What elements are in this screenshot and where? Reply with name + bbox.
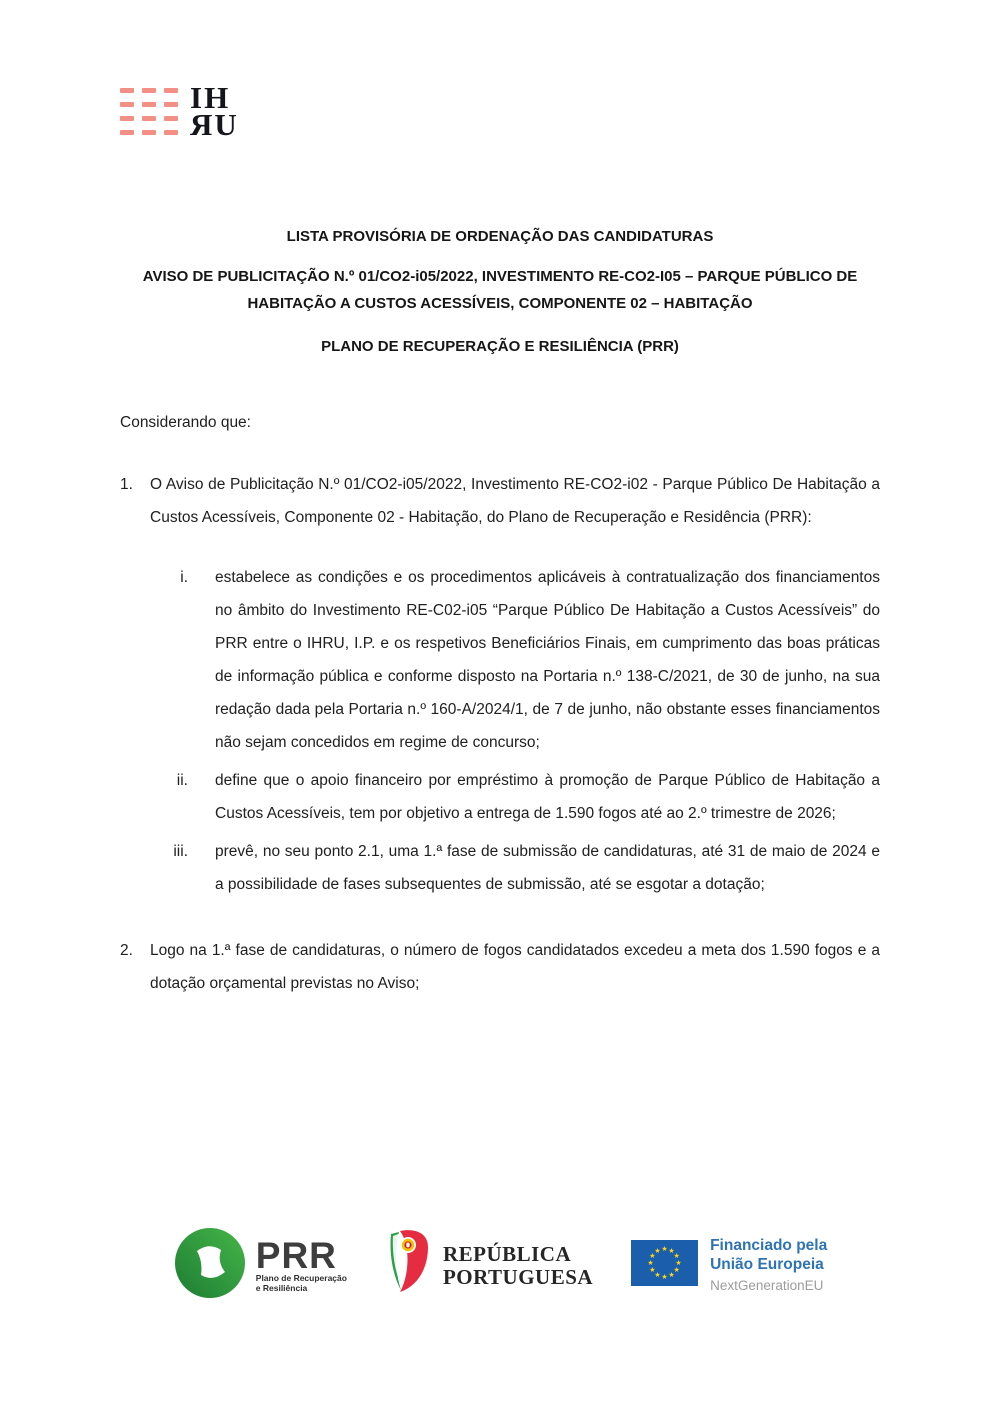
- republica-line1: REPÚBLICA: [442, 1241, 572, 1266]
- list-item-1-number: 1.: [120, 476, 133, 493]
- svg-text:★: ★: [661, 1273, 668, 1281]
- sublist-item-iii-number: iii.: [173, 843, 188, 860]
- portugal-flag-icon: [385, 1228, 431, 1303]
- svg-text:★: ★: [675, 1259, 682, 1267]
- intro-text: Considerando que:: [120, 414, 251, 431]
- prr-sub-line2: e Resiliência: [255, 1282, 308, 1293]
- ihru-logo-line2: ЯU: [190, 107, 239, 142]
- list-item-1-text: O Aviso de Publicitação N.º 01/CO2-i05/2022, Investimento RE-CO2-i02 - Parque Público De Habitação a Custos Acessíveis, Componente 02 - Habitação, do Plano de Recuperação e Residência (PRR):: [150, 476, 880, 526]
- eu-flag-icon: [631, 1240, 698, 1291]
- document-subtitle-prr: PLANO DE RECUPERAÇÃO E RESILIÊNCIA (PRR): [321, 338, 679, 355]
- eu-logo-text: [710, 1236, 827, 1295]
- sublist-item-ii-number: ii.: [176, 772, 188, 789]
- list-item-1: [120, 468, 880, 534]
- svg-text:★: ★: [673, 1266, 680, 1274]
- ihru-logo-text: [190, 80, 239, 142]
- svg-text:★: ★: [649, 1266, 656, 1274]
- ihru-dashes-icon: [120, 88, 178, 135]
- svg-text:★: ★: [647, 1259, 654, 1267]
- prr-logo: [173, 1226, 347, 1305]
- sublist-item-1: [168, 561, 880, 901]
- document-subtitle: AVISO DE PUBLICITAÇÃO N.º 01/CO2-i05/2022, INVESTIMENTO RE-CO2-I05 – PARQUE PÚBLICO DE HABITAÇÃO A CUSTOS ACESSÍVEIS, COMPONENTE 02 – HABITAÇÃO: [142, 268, 858, 312]
- list-item-2: [120, 934, 880, 1000]
- ihru-logo-line1: IH: [190, 80, 231, 115]
- republica-line2: PORTUGUESA: [442, 1264, 594, 1289]
- prr-logo-text: [255, 1234, 347, 1293]
- svg-text:★: ★: [668, 1271, 675, 1280]
- svg-text:★: ★: [673, 1252, 680, 1260]
- svg-text:★: ★: [654, 1271, 661, 1280]
- republica-portuguesa-logo: [385, 1228, 593, 1303]
- svg-text:★: ★: [668, 1246, 675, 1255]
- sublist-item-ii: [168, 764, 880, 830]
- eu-funding-line1: Financiado pela: [710, 1237, 828, 1254]
- eu-nextgeneration-label: NextGenerationEU: [710, 1278, 824, 1293]
- svg-text:★: ★: [654, 1246, 661, 1255]
- svg-text:★: ★: [661, 1245, 668, 1253]
- document-header: [0, 228, 1000, 355]
- prr-circle-icon: [173, 1226, 247, 1305]
- sublist-item-iii-text: prevê, no seu ponto 2.1, uma 1.ª fase de submissão de candidaturas, até 31 de maio de 2024 e a possibilidade de fases subsequentes de submissão, até se esgotar a dotação;: [215, 843, 880, 893]
- list-item-2-number: 2.: [120, 942, 133, 959]
- document-body: [120, 414, 880, 1000]
- sublist-item-i-text: estabelece as condições e os procedimentos aplicáveis à contratualização dos financiamentos no âmbito do Investimento RE-C02-i05 “Parque Público De Habitação a Custos Acessíveis” do PRR entre o IHRU, I.P. e os respetivos Beneficiários Finais, em cumprimento das boas práticas de informação pública e conforme disposto na Portaria n.º 138-C/2021, de 30 de junho, na sua redação dada pela Portaria n.º 160-A/2024/1, de 7 de junho, não obstante esses financiamentos não sejam concedidos em regime de concurso;: [215, 569, 880, 751]
- sublist-item-i-number: i.: [180, 569, 188, 586]
- eu-funding-line2: União Europeia: [710, 1256, 824, 1273]
- eu-funding-logo: [631, 1236, 827, 1295]
- ihru-logo: [120, 80, 239, 142]
- sublist-item-ii-text: define que o apoio financeiro por empréstimo à promoção de Parque Público de Habitação a Custos Acessíveis, tem por objetivo a entrega de 1.590 fogos até ao 2.º trimestre de 2026;: [215, 772, 880, 822]
- list-item-2-text: Logo na 1.ª fase de candidaturas, o número de fogos candidatados excedeu a meta dos 1.590 fogos e a dotação orçamental previstas no Aviso;: [150, 942, 880, 992]
- document-title: LISTA PROVISÓRIA DE ORDENAÇÃO DAS CANDIDATURAS: [286, 228, 714, 245]
- sublist-item-iii: [168, 835, 880, 901]
- prr-sub-line1: Plano de Recuperação: [255, 1272, 347, 1283]
- footer-logos: [0, 1226, 1000, 1305]
- svg-text:★: ★: [649, 1252, 656, 1260]
- sublist-item-i: [168, 561, 880, 759]
- republica-logo-text: [443, 1243, 593, 1289]
- prr-acronym: PRR: [255, 1234, 337, 1276]
